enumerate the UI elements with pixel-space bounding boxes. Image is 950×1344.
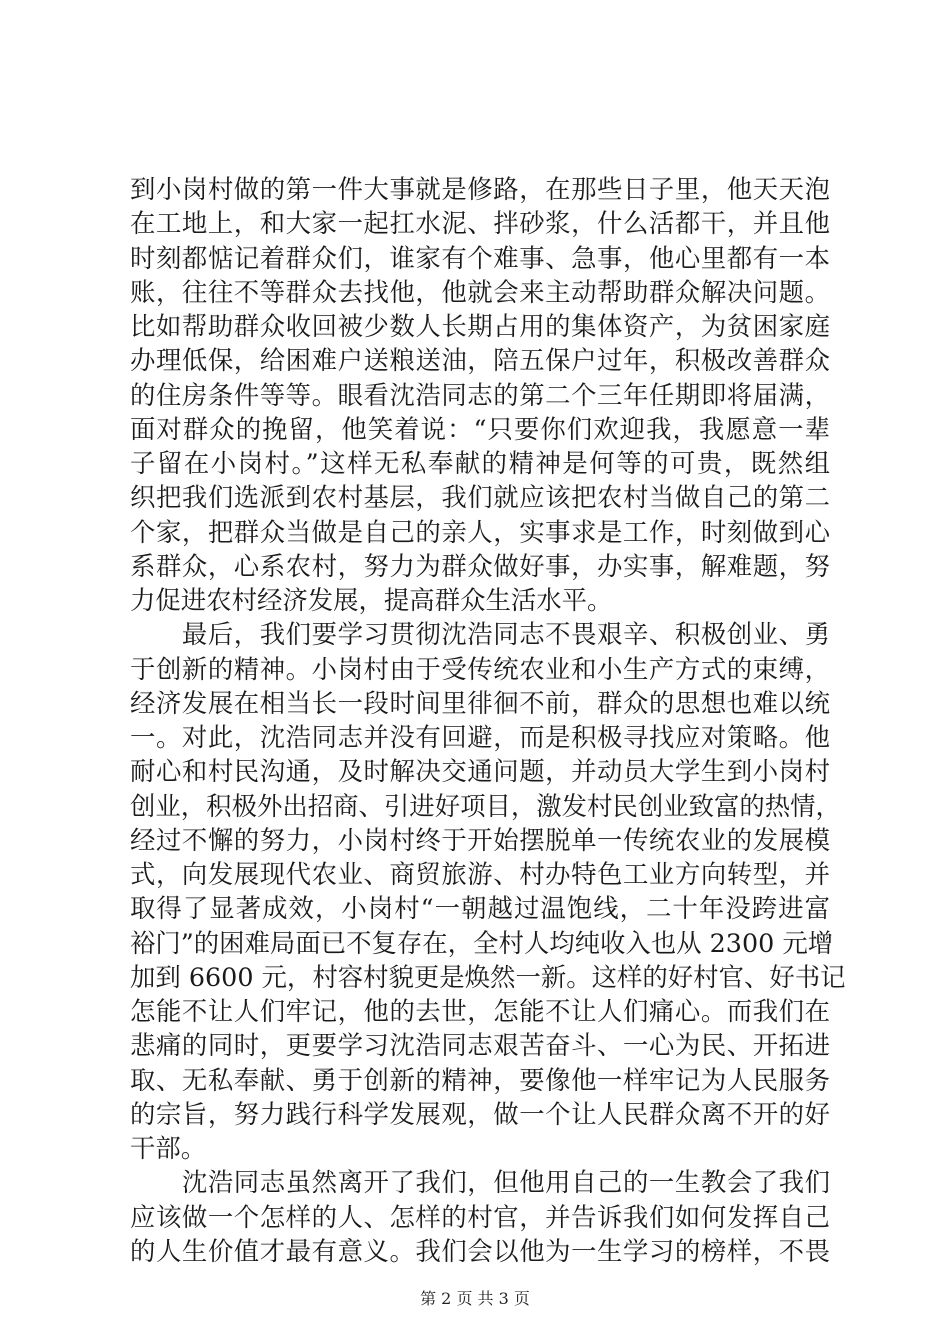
text-line: 的宗旨，努力践行科学发展观，做一个让人民群众离不开的好: [130, 1098, 830, 1129]
text-line: 取、无私奉献、勇于创新的精神，要像他一样牢记为人民服务: [130, 1064, 830, 1095]
text-line: 时刻都惦记着群众们，谁家有个难事、急事，他心里都有一本: [130, 242, 830, 273]
body-text: [130, 172, 846, 1268]
text-line: 力促进农村经济发展，提高群众生活水平。: [130, 585, 613, 615]
text-line: 账，往往不等群众去找他，他就会来主动帮助群众解决问题。: [130, 276, 830, 307]
text-line: 比如帮助群众收回被少数人长期占用的集体资产，为贫困家庭: [130, 311, 830, 341]
text-line: 的人生价值才最有意义。我们会以他为一生学习的榜样，不畏: [130, 1235, 830, 1266]
text-line: 到小岗村做的第一件大事就是修路，在那些日子里，他天天泡: [130, 174, 830, 204]
text-line: 干部。: [130, 1133, 207, 1163]
text-line: 应该做一个怎样的人、怎样的村官，并告诉我们如何发挥自己: [130, 1201, 830, 1232]
text-line: 沈浩同志虽然离开了我们，但他用自己的一生教会了我们: [130, 1167, 830, 1198]
text-line: 面对群众的挽留，他笑着说：“只要你们欢迎我，我愿意一辈: [130, 413, 830, 444]
text-line: 经过不懈的努力，小岗村终于开始摆脱单一传统农业的发展模: [130, 824, 830, 855]
text-line: 织把我们选派到农村基层，我们就应该把农村当做自己的第二: [130, 482, 830, 513]
text-line: 系群众，心系农村，努力为群众做好事，办实事，解难题，努: [130, 550, 830, 581]
text-line: 创业，积极外出招商、引进好项目，激发村民创业致富的热情，: [130, 790, 841, 821]
text-line: 取得了显著成效，小岗村“一朝越过温饱线，二十年没跨进富: [130, 893, 830, 924]
page-number-footer: 第 2 页 共 3 页: [420, 1289, 530, 1308]
text-line: 加到 6600 元，村容村貌更是焕然一新。这样的好村官、好书记: [130, 961, 846, 992]
text-line: 一。对此，沈浩同志并没有回避，而是积极寻找应对策略。他: [130, 722, 830, 752]
text-line: 悲痛的同时，更要学习沈浩同志艰苦奋斗、一心为民、开拓进: [130, 1030, 830, 1061]
text-line: 办理低保，给困难户送粮送油，陪五保户过年，积极改善群众: [130, 345, 830, 376]
text-line: 式，向发展现代农业、商贸旅游、村办特色工业方向转型，并: [130, 859, 830, 889]
text-line: 于创新的精神。小岗村由于受传统农业和小生产方式的束缚，: [130, 653, 830, 684]
text-line: 裕门”的困难局面已不复存在，全村人均纯收入也从 2300 元增: [130, 927, 834, 958]
text-line: 耐心和村民沟通，及时解决交通问题，并动员大学生到小岗村: [130, 756, 830, 787]
text-line: 个家，把群众当做是自己的亲人，实事求是工作，时刻做到心: [130, 516, 830, 547]
text-line: 在工地上，和大家一起扛水泥、拌砂浆，什么活都干，并且他: [130, 208, 830, 239]
text-line: 子留在小岗村。”这样无私奉献的精神是何等的可贵，既然组: [130, 448, 830, 478]
text-line: 经济发展在相当长一段时间里徘徊不前，群众的思想也难以统: [130, 687, 830, 718]
text-line: 怎能不让人们牢记，他的去世，怎能不让人们痛心。而我们在: [130, 996, 830, 1026]
text-line: 的住房条件等等。眼看沈浩同志的第二个三年任期即将届满，: [130, 379, 830, 410]
text-line: 最后，我们要学习贯彻沈浩同志不畏艰辛、积极创业、勇: [130, 619, 830, 650]
